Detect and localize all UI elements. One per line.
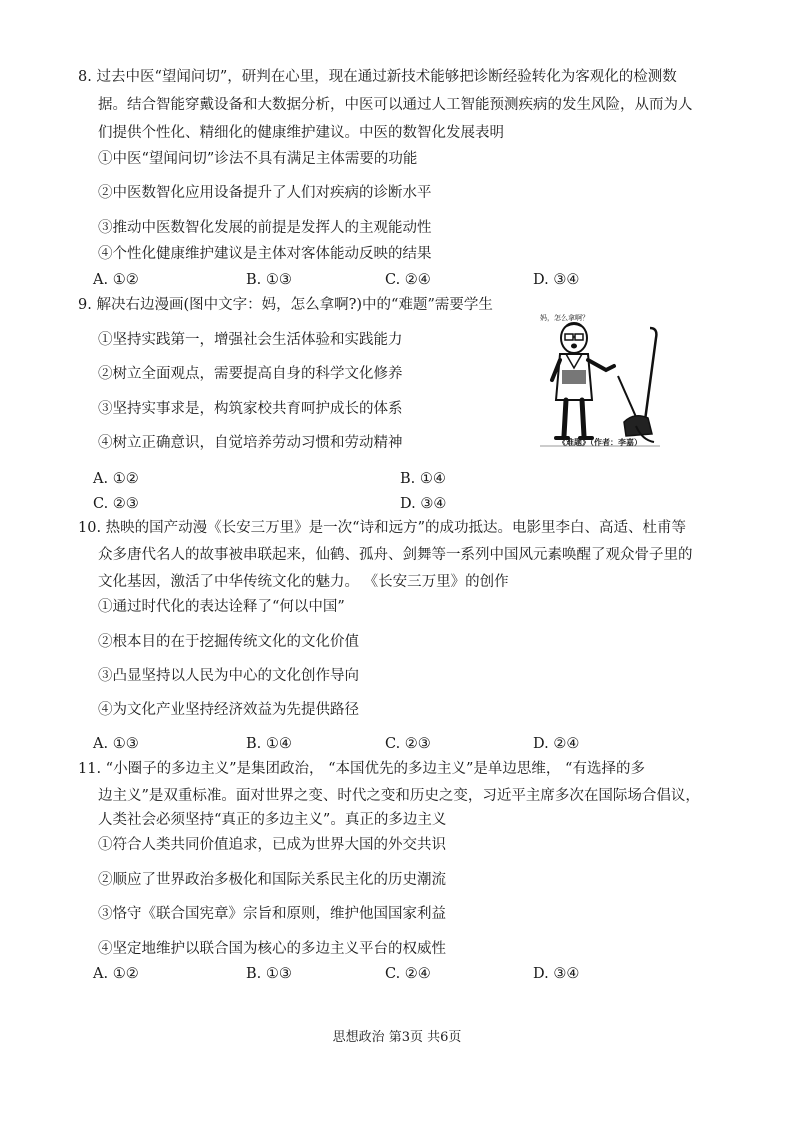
q9-option-c[interactable]: C. ②③ bbox=[93, 496, 139, 512]
q9-item-2: ②树立全面观点，需要提高自身的科学文化修养 bbox=[98, 366, 403, 382]
q11-option-c[interactable]: C. ②④ bbox=[385, 966, 431, 982]
q8-item-1: ①中医“望闻问切”诊法不具有满足主体需要的功能 bbox=[98, 151, 418, 167]
q11-option-a[interactable]: A. ①② bbox=[93, 966, 139, 982]
q8-option-b[interactable]: B. ①③ bbox=[246, 272, 292, 288]
q8-stem-line-1: 8. 过去中医“望闻问切”，研判在心里，现在通过新技术能够把诊断经验转化为客观化的检测数 bbox=[78, 69, 677, 85]
q9-option-d[interactable]: D. ③④ bbox=[400, 496, 447, 512]
q10-option-a[interactable]: A. ①③ bbox=[93, 736, 139, 752]
q8-stem-line-2: 据。结合智能穿戴设备和大数据分析，中医可以通过人工智能预测疾病的发生风险，从而为人 bbox=[98, 97, 693, 113]
q11-option-b[interactable]: B. ①③ bbox=[246, 966, 292, 982]
q11-item-1: ①符合人类共同价值追求，已成为世界大国的外交共识 bbox=[98, 837, 446, 853]
q10-option-d[interactable]: D. ②④ bbox=[533, 736, 580, 752]
q10-stem-line-3: 文化基因，激活了中华传统文化的魅力。 《长安三万里》的创作 bbox=[98, 574, 509, 590]
boy-figure bbox=[552, 323, 614, 438]
q11-item-4: ④坚定地维护以联合国为核心的多边主义平台的权威性 bbox=[98, 941, 446, 957]
page-footer: 思想政治 第3页 共6页 bbox=[332, 1030, 462, 1045]
q10-option-c[interactable]: C. ②③ bbox=[385, 736, 431, 752]
q8-option-d[interactable]: D. ③④ bbox=[533, 272, 580, 288]
cartoon-speech-text: 妈，怎么拿啊？ bbox=[540, 314, 589, 322]
q11-stem-line-2: 边主义”是双重标准。面对世界之变、时代之变和历史之变，习近平主席多次在国际场合倡议， bbox=[98, 788, 700, 804]
q11-item-3: ③恪守《联合国宪章》宗旨和原则，维护他国国家利益 bbox=[98, 906, 446, 922]
q10-item-1: ①通过时代化的表达诠释了“何以中国” bbox=[98, 599, 345, 615]
q10-option-b[interactable]: B. ①④ bbox=[246, 736, 292, 752]
q11-option-d[interactable]: D. ③④ bbox=[533, 966, 580, 982]
q10-item-4: ④为文化产业坚持经济效益为先提供路径 bbox=[98, 702, 359, 718]
q9-option-b[interactable]: B. ①④ bbox=[400, 471, 446, 487]
q11-stem-line-1: 11. “小圈子的多边主义”是集团政治， “本国优先的多边主义”是单边思维， “有选择的多 bbox=[78, 761, 645, 777]
q11-stem-line-3: 人类社会必须坚持“真正的多边主义”。真正的多边主义 bbox=[98, 812, 447, 828]
q8-item-2: ②中医数智化应用设备提升了人们对疾病的诊断水平 bbox=[98, 185, 432, 201]
cartoon-illustration bbox=[532, 308, 668, 456]
cartoon-caption: 《难题》（作者：李嘉） bbox=[558, 438, 642, 447]
q8-option-c[interactable]: C. ②④ bbox=[385, 272, 431, 288]
q9-item-3: ③坚持实事求是，构筑家校共育呵护成长的体系 bbox=[98, 401, 403, 417]
q9-item-1: ①坚持实践第一，增强社会生活体验和实践能力 bbox=[98, 332, 403, 348]
q9-item-4: ④树立正确意识，自觉培养劳动习惯和劳动精神 bbox=[98, 435, 403, 451]
q8-option-a[interactable]: A. ①② bbox=[93, 272, 139, 288]
q10-stem-line-1: 10. 热映的国产动漫《长安三万里》是一次“诗和远方”的成功抵达。电影里李白、高适、杜甫等 bbox=[78, 520, 686, 536]
q8-item-3: ③推动中医数智化发展的前提是发挥人的主观能动性 bbox=[98, 220, 432, 236]
q10-item-2: ②根本目的在于挖掘传统文化的文化价值 bbox=[98, 634, 359, 650]
q8-stem-line-3: 们提供个性化、精细化的健康维护建议。中医的数智化发展表明 bbox=[98, 125, 504, 141]
q9-stem-line-1: 9. 解决右边漫画(图中文字：妈，怎么拿啊?)中的“难题”需要学生 bbox=[78, 297, 493, 313]
q11-item-2: ②顺应了世界政治多极化和国际关系民主化的历史潮流 bbox=[98, 872, 446, 888]
broom-and-dustpan bbox=[618, 328, 656, 442]
q8-item-4: ④个性化健康维护建议是主体对客体能动反映的结果 bbox=[98, 246, 432, 262]
q10-item-3: ③凸显坚持以人民为中心的文化创作导向 bbox=[98, 668, 359, 684]
q10-stem-line-2: 众多唐代名人的故事被串联起来，仙鹤、孤舟、剑舞等一系列中国风元素唤醒了观众骨子里的 bbox=[98, 547, 693, 563]
q9-option-a[interactable]: A. ①② bbox=[93, 471, 139, 487]
